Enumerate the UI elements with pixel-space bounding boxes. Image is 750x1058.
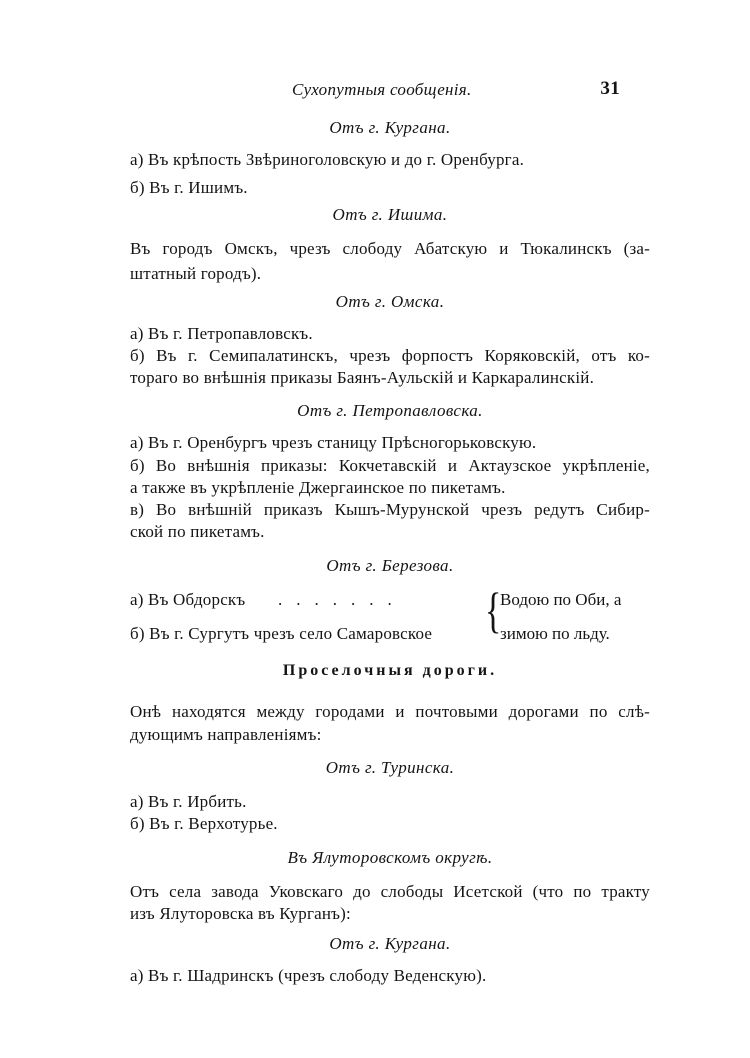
text-line: б) Въ г. Ишимъ. (130, 178, 248, 197)
text-line: б) Въ г. Верхотурье. (130, 814, 278, 833)
text-line: а) Въ г. Петропавловскъ. (130, 324, 313, 343)
section-heading: Проселочныя дороги. (282, 662, 498, 679)
text-line: Онѣ находятся между городами и почтовыми дорогами по слѣ- (130, 702, 650, 721)
section-heading: Отъ г. Омска. (335, 292, 445, 311)
text-line: а) Въ Обдорскъ (130, 590, 246, 609)
page-number: 31 (600, 78, 620, 99)
text-line: а) Въ г. Ирбить. (130, 792, 247, 811)
text-line: штатный городъ). (130, 264, 262, 283)
text-line: ской по пикетамъ. (130, 522, 265, 541)
brace-text-bottom: зимою по льду. (500, 624, 610, 643)
text-line: в) Во внѣшній приказъ Кышъ-Мурунской чрезъ редутъ Сибир- (130, 500, 650, 519)
brace-glyph: { (485, 585, 502, 639)
leader-dots: ....... (278, 590, 406, 609)
section-heading: Отъ г. Ишима. (332, 205, 448, 224)
text-line: тораго во внѣшнія приказы Баянъ-Аульскій и Каркаралинскій. (130, 368, 595, 387)
section-heading: Отъ г. Кургана. (329, 118, 451, 137)
text-line: б) Во внѣшнія приказы: Кокчетавскій и Актаузское укрѣпленіе, (130, 456, 650, 475)
text-line: а) Въ г. Шадринскъ (чрезъ слободу Веденскую). (130, 966, 487, 985)
text-line: а также въ укрѣпленіе Джергаинское по пикетамъ. (130, 478, 506, 497)
running-head-title: Сухопутныя сообщенія. (292, 80, 472, 99)
text-line: изъ Ялуторовска въ Курганъ): (130, 904, 351, 923)
text-line: Отъ села завода Уковскаго до слободы Исетской (что по тракту (130, 882, 650, 901)
text-line: б) Въ г. Сургутъ чрезъ село Самаровское (130, 624, 433, 643)
text-line: а) Въ крѣпость Звѣриноголовскую и до г. Оренбурга. (130, 150, 525, 169)
section-heading: Отъ г. Кургана. (329, 934, 451, 953)
section-heading: Въ Ялуторовскомъ округѣ. (287, 848, 493, 867)
text-line: дующимъ направленіямъ: (130, 725, 322, 744)
brace-text-top: Водою по Оби, а (500, 590, 622, 609)
text-line: б) Въ г. Семипалатинскъ, чрезъ форпостъ Коряковскій, отъ ко- (130, 346, 650, 365)
text-line: а) Въ г. Оренбургъ чрезъ станицу Прѣсногорьковскую. (130, 433, 537, 452)
section-heading: Отъ г. Петропавловска. (297, 401, 483, 420)
section-heading: Отъ г. Туринска. (325, 758, 455, 777)
text-line: Въ городъ Омскъ, чрезъ слободу Абатскую и Тюкалинскъ (за- (130, 239, 650, 258)
section-heading: Отъ г. Березова. (326, 556, 454, 575)
